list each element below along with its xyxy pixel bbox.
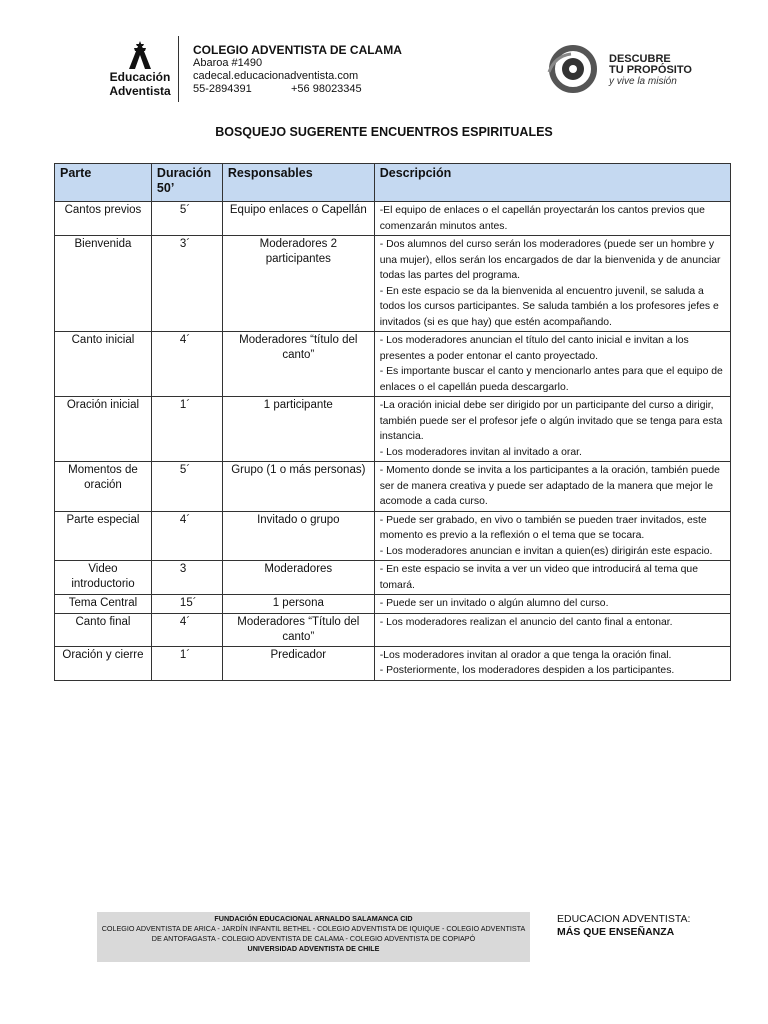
table-row <box>55 511 731 561</box>
cell-responsables: Moderadores <box>222 561 374 595</box>
cell-responsables: Grupo (1 o más personas) <box>222 462 374 512</box>
descubre-logo <box>545 44 695 94</box>
description-paragraph: - Momento donde se invita a los participantes a la oración, también puede ser de manera creativa y puede ser adaptado de la manera que mejor le acomode a cada curso. <box>379 465 720 507</box>
logo-left-line2: Adventista <box>109 84 171 98</box>
header-duracion: Duración 50’ <box>151 164 222 202</box>
table-row <box>55 462 731 512</box>
cell-descripcion <box>374 646 730 680</box>
table-header-row <box>55 164 731 202</box>
cell-parte: Cantos previos <box>55 202 152 236</box>
swirl-logo-icon <box>545 44 601 94</box>
cell-responsables: Predicador <box>222 646 374 680</box>
table-row <box>55 202 731 236</box>
footer-university: UNIVERSIDAD ADVENTISTA DE CHILE <box>247 944 380 953</box>
cell-descripcion <box>374 202 730 236</box>
table-row <box>55 332 731 397</box>
cell-descripcion <box>374 397 730 462</box>
cell-responsables: 1 participante <box>222 397 374 462</box>
phone-1: 55-2894391 <box>193 83 252 95</box>
cell-descripcion <box>374 561 730 595</box>
cell-descripcion <box>374 462 730 512</box>
logo-right-line2: TU PROPÓSITO <box>609 64 692 76</box>
cell-duracion: 4´ <box>151 511 222 561</box>
cell-duracion: 3 <box>151 561 222 595</box>
cell-descripcion <box>374 332 730 397</box>
footer-foundation-box <box>97 912 530 962</box>
description-paragraph: - Los moderadores invitan al invitado a orar. <box>379 446 582 458</box>
cell-parte: Canto inicial <box>55 332 152 397</box>
header-responsables: Responsables <box>222 164 374 202</box>
table-row <box>55 236 731 332</box>
table-row <box>55 595 731 614</box>
cell-parte: Bienvenida <box>55 236 152 332</box>
cell-parte: Parte especial <box>55 511 152 561</box>
description-paragraph: -La oración inicial debe ser dirigido por un participante del curso a dirigir, también puede ser el profesor jefe o algún invitado que se tenga para esta instancia. <box>379 400 723 442</box>
cell-responsables: Moderadores 2 participantes <box>222 236 374 332</box>
cell-descripcion <box>374 595 730 614</box>
cell-responsables: 1 persona <box>222 595 374 614</box>
school-info <box>193 44 402 96</box>
footer-slogan-line1: EDUCACION ADVENTISTA: <box>557 913 691 925</box>
cell-descripcion <box>374 613 730 646</box>
description-paragraph: - Es importante buscar el canto y mencionarlo antes para que el equipo de enlaces o el capellán pueda descargarlo. <box>379 366 723 393</box>
description-paragraph: - En este espacio se da la bienvenida al encuentro juvenil, se saluda a todos los cursos participantes. Se saluda también a los profesores jefes e invitados (si es que hay) que estén acompañando. <box>379 285 719 328</box>
logo-right-line1: DESCUBRE <box>609 53 671 65</box>
description-paragraph: - Posteriormente, los moderadores despiden a los participantes. <box>379 665 675 676</box>
cell-duracion: 4´ <box>151 332 222 397</box>
cell-parte: Canto final <box>55 613 152 646</box>
cell-responsables: Moderadores “Título del canto” <box>222 613 374 646</box>
cell-duracion: 3´ <box>151 236 222 332</box>
cell-parte: Oración y cierre <box>55 646 152 680</box>
footer-slogan <box>557 913 690 939</box>
table-row <box>55 613 731 646</box>
cell-parte: Video introductorio <box>55 561 152 595</box>
cell-descripcion <box>374 236 730 332</box>
footer-schools-line2: DE ANTOFAGASTA - COLEGIO ADVENTISTA DE CALAMA - COLEGIO ADVENTISTA DE COPIAPÓ <box>151 934 476 943</box>
cell-responsables: Moderadores “título del canto” <box>222 332 374 397</box>
description-paragraph: - Puede ser grabado, en vivo o también se pueden traer invitados, este momento es previo a la reflexión o el tema que se tocara. <box>379 514 707 541</box>
logo-right-line3: y vive la misión <box>609 76 677 87</box>
document-title: BOSQUEJO SUGERENTE ENCUENTROS ESPIRITUALES <box>215 125 553 139</box>
logo-left-line1: Educación <box>109 70 171 84</box>
cell-duracion: 1´ <box>151 646 222 680</box>
footer-slogan-line2: MÁS QUE ENSEÑANZA <box>557 926 675 938</box>
description-paragraph: - Los moderadores anuncian el título del canto inicial e invitan a los presentes a poder entonar el canto proyectado. <box>379 335 689 362</box>
cell-parte: Tema Central <box>55 595 152 614</box>
description-paragraph: - Dos alumnos del curso serán los moderadores (puede ser un hombre y una mujer), ellos serán los encargados de dar la bienvenida y de anunciar todas las partes del programa. <box>379 239 721 281</box>
cell-responsables: Equipo enlaces o Capellán <box>222 202 374 236</box>
cell-duracion: 1´ <box>151 397 222 462</box>
cell-parte: Oración inicial <box>55 397 152 462</box>
description-paragraph: - Los moderadores realizan el anuncio del canto final a entonar. <box>379 616 673 628</box>
footer-schools-line1: COLEGIO ADVENTISTA DE ARICA - JARDÍN INFANTIL BETHEL - COLEGIO ADVENTISTA DE IQUIQUE - COLEGIO ADVENTISTA <box>101 924 526 933</box>
school-website: cadecal.educacionadventista.com <box>193 70 359 82</box>
description-paragraph: - En este espacio se invita a ver un video que introducirá al tema que tomará. <box>379 564 698 591</box>
cell-duracion: 4´ <box>151 613 222 646</box>
logo-right-text <box>609 54 692 76</box>
header-parte: Parte <box>55 164 152 202</box>
table-row <box>55 561 731 595</box>
header-descripcion: Descripción <box>374 164 730 202</box>
cell-duracion: 15´ <box>151 595 222 614</box>
cell-duracion: 5´ <box>151 202 222 236</box>
phone-2: +56 98023345 <box>291 83 362 95</box>
adventist-flame-logo-icon <box>126 40 154 70</box>
header-divider <box>178 36 179 102</box>
description-paragraph: -Los moderadores invitan al orador a que tenga la oración final. <box>379 649 672 661</box>
description-paragraph: - Puede ser un invitado o algún alumno del curso. <box>379 598 609 609</box>
educacion-adventista-logo <box>100 40 180 104</box>
description-paragraph: -El equipo de enlaces o el capellán proyectarán los cantos previos que comenzarán minutos antes. <box>379 205 705 232</box>
school-name: COLEGIO ADVENTISTA DE CALAMA <box>193 43 402 57</box>
cell-responsables: Invitado o grupo <box>222 511 374 561</box>
school-phones <box>193 83 402 96</box>
cell-parte: Momentos de oración <box>55 462 152 512</box>
school-address: Abaroa #1490 <box>193 57 263 69</box>
table-row <box>55 397 731 462</box>
description-paragraph: - Los moderadores anuncian e invitan a quien(es) dirigirán este espacio. <box>379 545 713 557</box>
footer-foundation: FUNDACIÓN EDUCACIONAL ARNALDO SALAMANCA CID <box>214 914 413 923</box>
cell-descripcion <box>374 511 730 561</box>
table-row <box>55 646 731 680</box>
program-table <box>54 163 731 681</box>
cell-duracion: 5´ <box>151 462 222 512</box>
